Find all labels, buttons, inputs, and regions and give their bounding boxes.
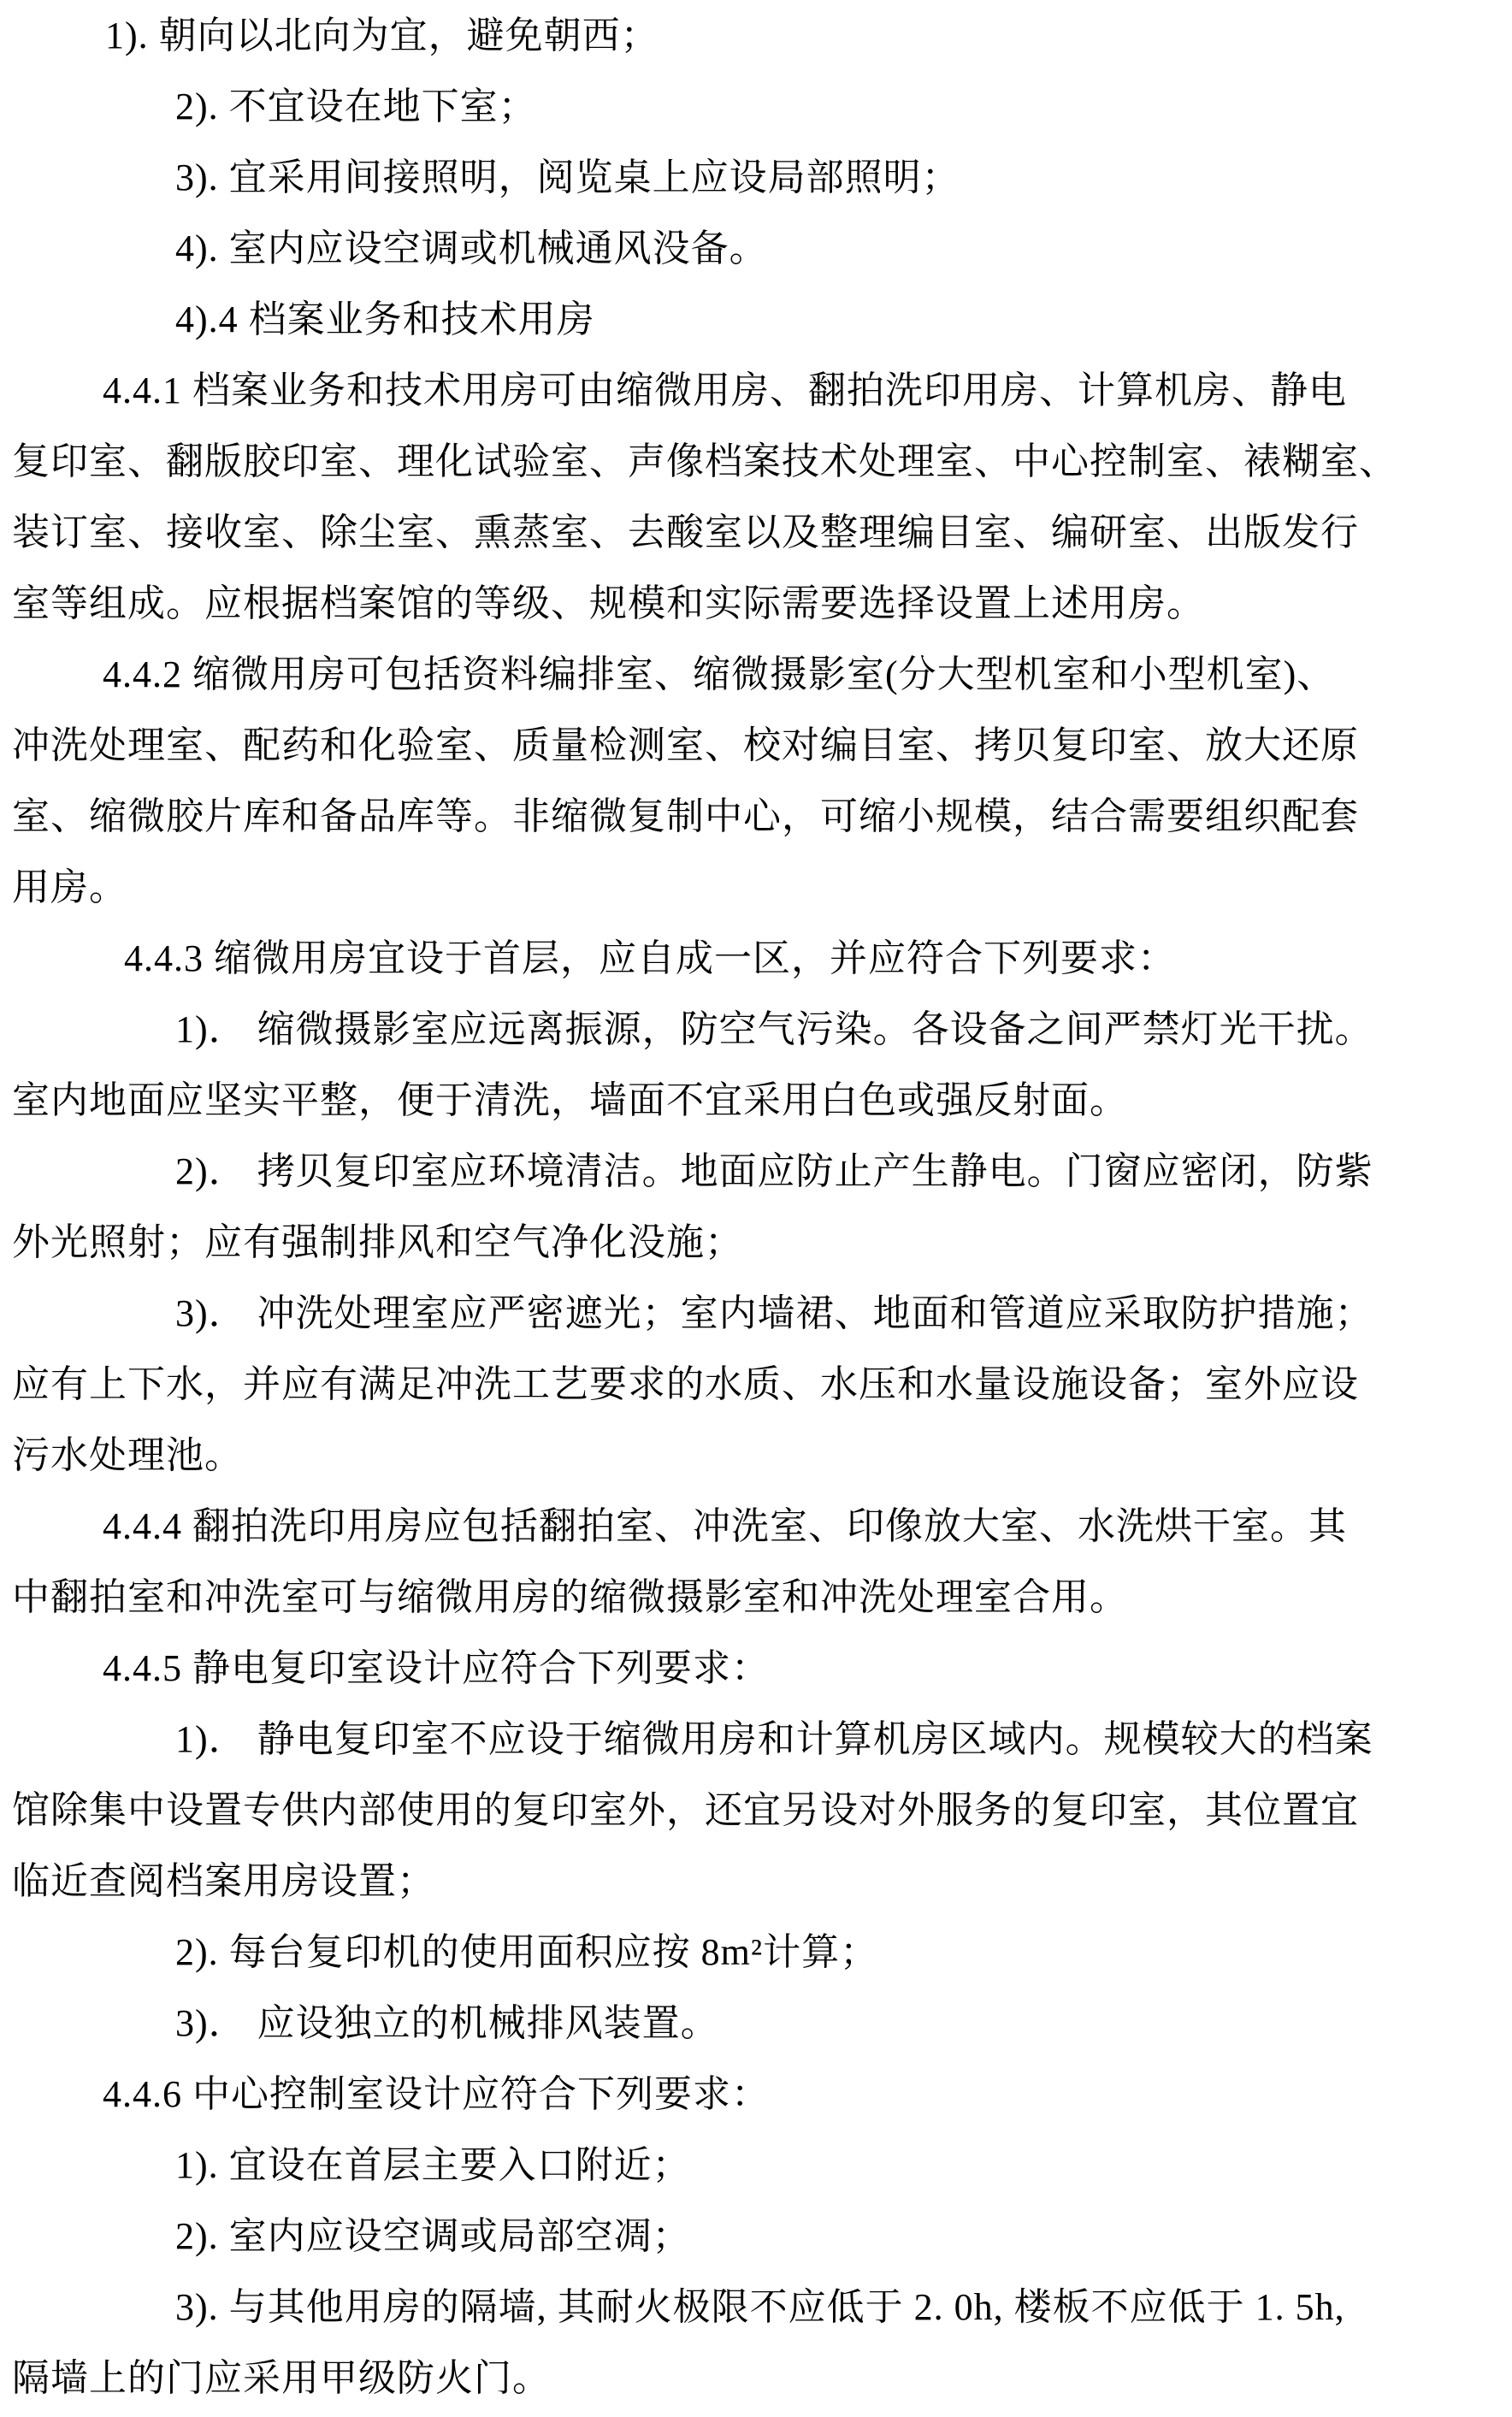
- text-line: 冲洗处理室、配药和化验室、质量检测室、校对编目室、拷贝复印室、放大还原: [12, 724, 1359, 766]
- text-line: 应有上下水，并应有满足冲洗工艺要求的水质、水压和水量设施设备；室外应设: [12, 1363, 1359, 1405]
- text-line: 临近查阅档案用房设置；: [12, 1860, 435, 1902]
- text-line: 1). 朝向以北向为宜，避免朝西；: [105, 15, 659, 56]
- text-line: 4.4.2 缩微用房可包括资料编排室、缩微摄影室(分大型机室和小型机室)、: [103, 653, 1336, 695]
- text-line: 室、缩微胶片库和备品库等。非缩微复制中心，可缩小规模，结合需要组织配套: [12, 795, 1359, 837]
- text-line: 外光照射；应有强制排风和空气净化没施；: [12, 1221, 743, 1263]
- text-line: 室内地面应坚实平整，便于清洗，墙面不宜采用白色或强反射面。: [12, 1079, 1128, 1121]
- text-line: 1)． 静电复印室不应设于缩微用房和计算机房区域内。规模较大的档案: [175, 1718, 1373, 1760]
- text-line: 1). 宜设在首层主要入口附近；: [175, 2144, 691, 2186]
- text-line: 4.4.1 档案业务和技术用房可由缩微用房、翻拍洗印用房、计算机房、静电: [103, 369, 1347, 411]
- text-line: 3)． 应设独立的机械排风装置。: [175, 2002, 719, 2044]
- text-line: 4.4.6 中心控制室设计应符合下列要求：: [103, 2073, 770, 2115]
- text-line: 中翻拍室和冲洗室可与缩微用房的缩微摄影室和冲洗处理室合用。: [12, 1576, 1128, 1618]
- text-line: 4).4 档案业务和技术用房: [175, 298, 595, 340]
- text-line: 2). 每台复印机的使用面积应按 8m²计算；: [175, 1931, 879, 1973]
- text-line: 4.4.3 缩微用房宜设于首层，应自成一区，并应符合下列要求：: [124, 937, 1176, 979]
- text-line: 3). 宜采用间接照明，阅览桌上应设局部照明；: [175, 157, 960, 198]
- text-line: 隔墙上的门应采用甲级防火门。: [12, 2357, 551, 2399]
- text-line: 3). 与其他用房的隔墙, 其耐火极限不应低于 2. 0h, 楼板不应低于 1. 5h,: [175, 2286, 1345, 2328]
- text-line: 馆除集中设置专供内部使用的复印室外，还宜另设对外服务的复印室，其位置宜: [12, 1789, 1359, 1831]
- text-line: 4.4.5 静电复印室设计应符合下列要求：: [103, 1647, 770, 1689]
- text-line: 2)． 拷贝复印室应环境清洁。地面应防止产生静电。门窗应密闭，防紫: [175, 1150, 1373, 1192]
- text-line: 复印室、翻版胶印室、理化试验室、声像档案技术处理室、中心控制室、裱糊室、: [12, 440, 1397, 482]
- text-line: 用房。: [12, 866, 127, 908]
- text-line: 2). 不宜设在地下室；: [175, 86, 537, 127]
- text-line: 污水处理池。: [12, 1434, 243, 1476]
- text-line: 1)． 缩微摄影室应远离振源，防空气污染。各设备之间严禁灯光干扰。: [175, 1008, 1373, 1050]
- text-line: 3)． 冲洗处理室应严密遮光；室内墙裙、地面和管道应采取防护措施；: [175, 1292, 1373, 1334]
- text-line: 4). 室内应设空调或机械通风没备。: [175, 228, 768, 269]
- text-line: 4.4.4 翻拍洗印用房应包括翻拍室、冲洗室、印像放大室、水洗烘干室。其: [103, 1505, 1347, 1547]
- text-line: 装订室、接收室、除尘室、熏蒸室、去酸室以及整理编目室、编研室、出版发行: [12, 511, 1359, 553]
- text-line: 2). 室内应设空调或局部空凋；: [175, 2215, 691, 2257]
- text-line: 室等组成。应根据档案馆的等级、规模和实际需要选择设置上述用房。: [12, 582, 1205, 624]
